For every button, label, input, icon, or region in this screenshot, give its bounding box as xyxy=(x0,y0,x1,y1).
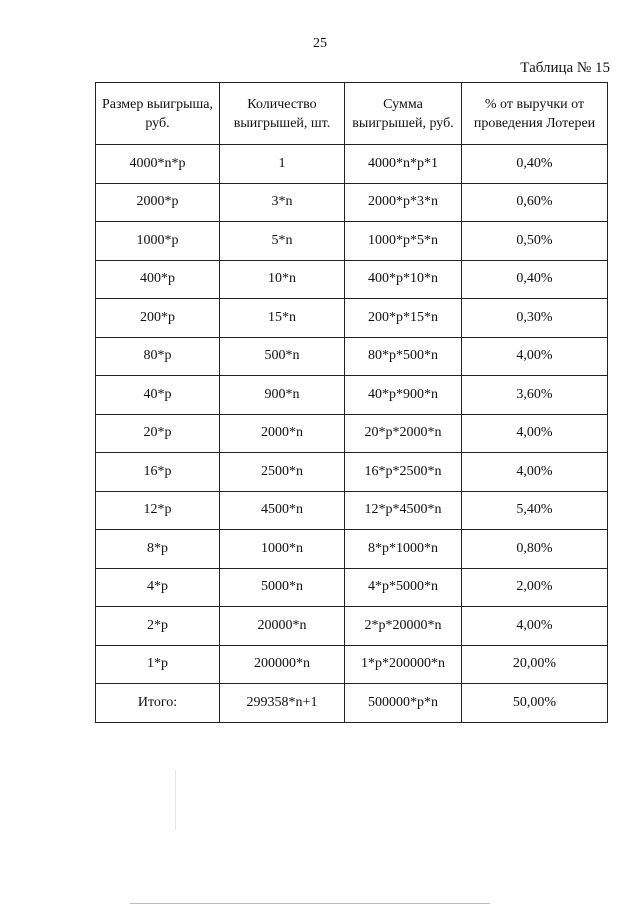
cell-prize-sum: 8*p*1000*n xyxy=(345,530,462,569)
cell-revenue-percent: 50,00% xyxy=(462,684,608,723)
cell-prize-count: 10*n xyxy=(220,260,345,299)
winnings-table xyxy=(95,82,608,723)
table-row xyxy=(96,222,608,261)
cell-prize-sum: 2*p*20000*n xyxy=(345,607,462,646)
cell-prize-sum: 2000*p*3*n xyxy=(345,183,462,222)
cell-prize-sum: 12*p*4500*n xyxy=(345,491,462,530)
cell-revenue-percent: 0,40% xyxy=(462,145,608,184)
cell-revenue-percent: 3,60% xyxy=(462,376,608,415)
table-row xyxy=(96,145,608,184)
cell-prize-size: 2*p xyxy=(96,607,220,646)
cell-prize-size: 2000*p xyxy=(96,183,220,222)
cell-prize-size: 1*p xyxy=(96,645,220,684)
cell-revenue-percent: 2,00% xyxy=(462,568,608,607)
table-row xyxy=(96,568,608,607)
table-body xyxy=(96,145,608,723)
cell-prize-size: 16*p xyxy=(96,453,220,492)
cell-prize-size: 200*p xyxy=(96,299,220,338)
cell-revenue-percent: 4,00% xyxy=(462,453,608,492)
table-row xyxy=(96,376,608,415)
cell-prize-sum: 500000*p*n xyxy=(345,684,462,723)
cell-prize-count: 20000*n xyxy=(220,607,345,646)
cell-prize-count: 900*n xyxy=(220,376,345,415)
table-row xyxy=(96,453,608,492)
cell-prize-sum: 40*p*900*n xyxy=(345,376,462,415)
cell-prize-size: 80*p xyxy=(96,337,220,376)
cell-prize-size: 40*p xyxy=(96,376,220,415)
table-row xyxy=(96,260,608,299)
table-row xyxy=(96,414,608,453)
cell-revenue-percent: 4,00% xyxy=(462,414,608,453)
cell-revenue-percent: 20,00% xyxy=(462,645,608,684)
header-prize-size: Размер выигрыша, руб. xyxy=(96,83,220,145)
cell-prize-count: 1 xyxy=(220,145,345,184)
cell-revenue-percent: 0,50% xyxy=(462,222,608,261)
header-prize-count: Количество выигрышей, шт. xyxy=(220,83,345,145)
cell-prize-sum: 200*p*15*n xyxy=(345,299,462,338)
table-caption: Таблица № 15 xyxy=(520,60,610,76)
cell-prize-count: 2500*n xyxy=(220,453,345,492)
cell-prize-size: 1000*p xyxy=(96,222,220,261)
cell-prize-sum: 16*p*2500*n xyxy=(345,453,462,492)
cell-prize-sum: 20*p*2000*n xyxy=(345,414,462,453)
cell-prize-count: 500*n xyxy=(220,337,345,376)
scan-artifact xyxy=(175,770,176,830)
cell-prize-count: 15*n xyxy=(220,299,345,338)
table-row xyxy=(96,645,608,684)
cell-prize-size: Итого: xyxy=(96,684,220,723)
cell-prize-count: 5000*n xyxy=(220,568,345,607)
cell-prize-sum: 4000*n*p*1 xyxy=(345,145,462,184)
cell-prize-sum: 400*p*10*n xyxy=(345,260,462,299)
header-prize-sum: Сумма выигрышей, руб. xyxy=(345,83,462,145)
cell-prize-size: 20*p xyxy=(96,414,220,453)
cell-prize-count: 3*n xyxy=(220,183,345,222)
cell-revenue-percent: 4,00% xyxy=(462,337,608,376)
table-header-row xyxy=(96,83,608,145)
cell-revenue-percent: 0,80% xyxy=(462,530,608,569)
table-row xyxy=(96,337,608,376)
cell-prize-size: 12*p xyxy=(96,491,220,530)
cell-prize-count: 2000*n xyxy=(220,414,345,453)
cell-prize-sum: 1*p*200000*n xyxy=(345,645,462,684)
cell-prize-count: 299358*n+1 xyxy=(220,684,345,723)
cell-prize-size: 8*p xyxy=(96,530,220,569)
cell-prize-count: 5*n xyxy=(220,222,345,261)
cell-revenue-percent: 5,40% xyxy=(462,491,608,530)
cell-revenue-percent: 4,00% xyxy=(462,607,608,646)
table-row xyxy=(96,607,608,646)
cell-prize-sum: 80*p*500*n xyxy=(345,337,462,376)
table-row xyxy=(96,491,608,530)
table-total-row xyxy=(96,684,608,723)
cell-prize-size: 4000*n*p xyxy=(96,145,220,184)
cell-revenue-percent: 0,60% xyxy=(462,183,608,222)
page-number: 25 xyxy=(313,36,327,51)
scan-edge xyxy=(130,903,490,904)
cell-prize-sum: 4*p*5000*n xyxy=(345,568,462,607)
table-row xyxy=(96,183,608,222)
cell-revenue-percent: 0,40% xyxy=(462,260,608,299)
cell-prize-count: 1000*n xyxy=(220,530,345,569)
table-row xyxy=(96,530,608,569)
header-revenue-percent: % от выручки от проведения Лотереи xyxy=(462,83,608,145)
cell-prize-count: 4500*n xyxy=(220,491,345,530)
cell-prize-size: 4*p xyxy=(96,568,220,607)
table-row xyxy=(96,299,608,338)
cell-prize-size: 400*p xyxy=(96,260,220,299)
cell-prize-count: 200000*n xyxy=(220,645,345,684)
cell-prize-sum: 1000*p*5*n xyxy=(345,222,462,261)
cell-revenue-percent: 0,30% xyxy=(462,299,608,338)
